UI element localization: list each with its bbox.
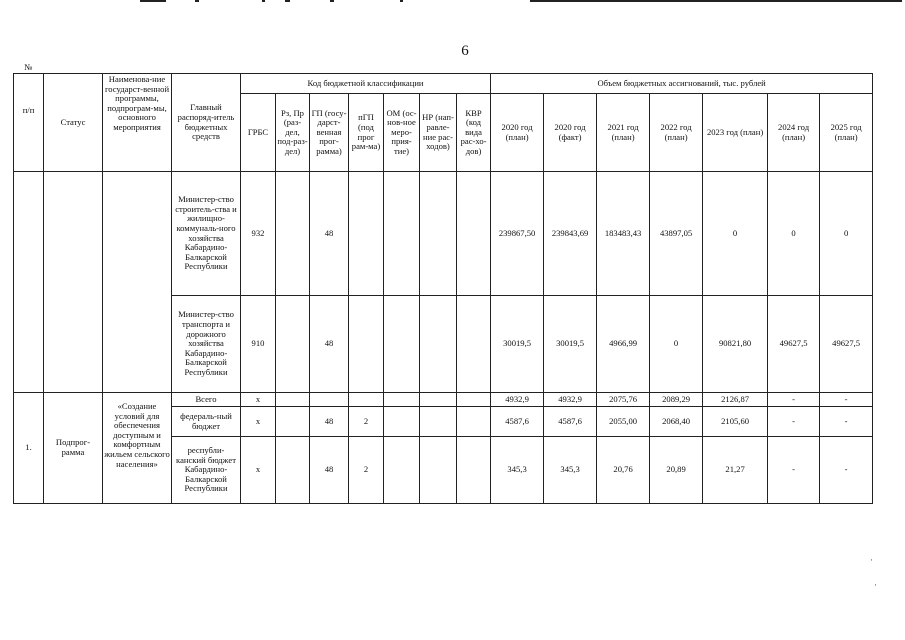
header-kvr: КВР (код вида рас-хо-дов) [457,94,491,172]
value-cell: 2105,60 [703,407,768,437]
header-grbs: ГРБС [241,94,276,172]
gp-cell: 48 [310,172,349,296]
om-cell [384,296,420,393]
grbs-cell: х [241,393,276,407]
value-cell: 20,89 [650,437,703,504]
om-cell [384,437,420,504]
value-cell: 0 [703,172,768,296]
header-funding-group: Объем бюджетных ассигнований, тыс. рублей [491,74,873,94]
header-year-2023-plan: 2023 год (план) [703,94,768,172]
value-cell: 0 [650,296,703,393]
pgp-cell [349,172,384,296]
gp-cell: 48 [310,437,349,504]
header-code-group: Код бюджетной классификации [241,74,491,94]
scan-speck: · [874,580,877,590]
nr-cell [420,393,457,407]
value-cell: 0 [820,172,873,296]
value-cell: 2055,00 [597,407,650,437]
kvr-cell [457,437,491,504]
rzpr-cell [276,407,310,437]
subprogram-number: 1. [14,393,44,504]
manager-cell: Всего [172,393,241,407]
header-om: ОМ (ос-нов-ное меро-прия-тие) [384,94,420,172]
value-cell: 2068,40 [650,407,703,437]
header-number-label: № [24,61,33,72]
manager-cell: федераль-ный бюджет [172,407,241,437]
value-cell: 49627,5 [768,296,820,393]
value-cell: 345,3 [491,437,544,504]
nr-cell [420,172,457,296]
subprogram-name: «Создание условий для обеспечения доступным и комфортным жильем сельского населения» [103,393,172,504]
header-program-name: Наименова-ние государст-венной программы, подпрограм-мы, основного мероприятия [103,74,172,172]
pgp-cell: 2 [349,407,384,437]
value-cell: - [820,393,873,407]
om-cell [384,172,420,296]
pgp-cell [349,296,384,393]
value-cell: 345,3 [544,437,597,504]
nr-cell [420,407,457,437]
manager-cell: Министер-ство транспорта и дорожного хозяйства Кабардино-Балкарской Республики [172,296,241,393]
header-year-2020-plan: 2020 год (план) [491,94,544,172]
empty-status-cell [44,172,103,393]
gp-cell: 48 [310,296,349,393]
value-cell: 20,76 [597,437,650,504]
value-cell: 43897,05 [650,172,703,296]
value-cell: 90821,80 [703,296,768,393]
value-cell: 183483,43 [597,172,650,296]
value-cell: 30019,5 [544,296,597,393]
header-number-cell [14,61,44,172]
value-cell: 4966,99 [597,296,650,393]
empty-number-cell [14,172,44,393]
header-pp-label: п/п [22,105,35,116]
value-cell: 239867,50 [491,172,544,296]
value-cell: - [820,407,873,437]
value-cell: - [768,437,820,504]
value-cell: - [768,393,820,407]
scan-speck: · [870,555,873,565]
page-number: 6 [461,43,469,59]
value-cell: 2089,29 [650,393,703,407]
manager-cell: Министер-ство строитель-ства и жилищно-коммуналь-ного хозяйства Кабардино-Балкарской Республики [172,172,241,296]
table-row [14,172,873,296]
rzpr-cell [276,172,310,296]
value-cell: 21,27 [703,437,768,504]
gp-cell [310,393,349,407]
kvr-cell [457,172,491,296]
value-cell: 239843,69 [544,172,597,296]
gp-cell: 48 [310,407,349,437]
grbs-cell: 910 [241,296,276,393]
header-year-2024-plan: 2024 год (план) [768,94,820,172]
header-rzpr: Рз, Пр (раз-дел, под-раз-дел) [276,94,310,172]
om-cell [384,393,420,407]
pgp-cell [349,393,384,407]
header-status: Статус [44,74,103,172]
table-row [14,393,873,407]
value-cell: 4587,6 [491,407,544,437]
header-year-2022-plan: 2022 год (план) [650,94,703,172]
value-cell: - [768,407,820,437]
om-cell [384,407,420,437]
header-main-manager: Главный распоряд-итель бюджетных средств [172,74,241,172]
value-cell: 2126,87 [703,393,768,407]
kvr-cell [457,296,491,393]
value-cell: 49627,5 [820,296,873,393]
manager-cell: республи-канский бюджет Кабардино-Балкарской Республики [172,437,241,504]
value-cell: 0 [768,172,820,296]
grbs-cell: 932 [241,172,276,296]
header-year-2025-plan: 2025 год (план) [820,94,873,172]
budget-table [13,61,873,504]
header-row-top [14,74,873,94]
header-gp: ГП (госу-дарст-венная прог-рамма) [310,94,349,172]
nr-cell [420,296,457,393]
rzpr-cell [276,437,310,504]
empty-name-cell [103,172,172,393]
header-year-2020-fact: 2020 год (факт) [544,94,597,172]
grbs-cell: х [241,437,276,504]
pgp-cell: 2 [349,437,384,504]
header-year-2021-plan: 2021 год (план) [597,94,650,172]
rzpr-cell [276,296,310,393]
grbs-cell: х [241,407,276,437]
value-cell: 4932,9 [491,393,544,407]
header-nr: НР (нап-равле-ние рас-ходов) [420,94,457,172]
rzpr-cell [276,393,310,407]
header-pgp: пГП (под прог рам-ма) [349,94,384,172]
value-cell: - [820,437,873,504]
value-cell: 30019,5 [491,296,544,393]
kvr-cell [457,407,491,437]
value-cell: 4587,6 [544,407,597,437]
kvr-cell [457,393,491,407]
scan-edge-marks [0,0,905,4]
value-cell: 4932,9 [544,393,597,407]
subprogram-status: Подпрог-рамма [44,393,103,504]
value-cell: 2075,76 [597,393,650,407]
nr-cell [420,437,457,504]
